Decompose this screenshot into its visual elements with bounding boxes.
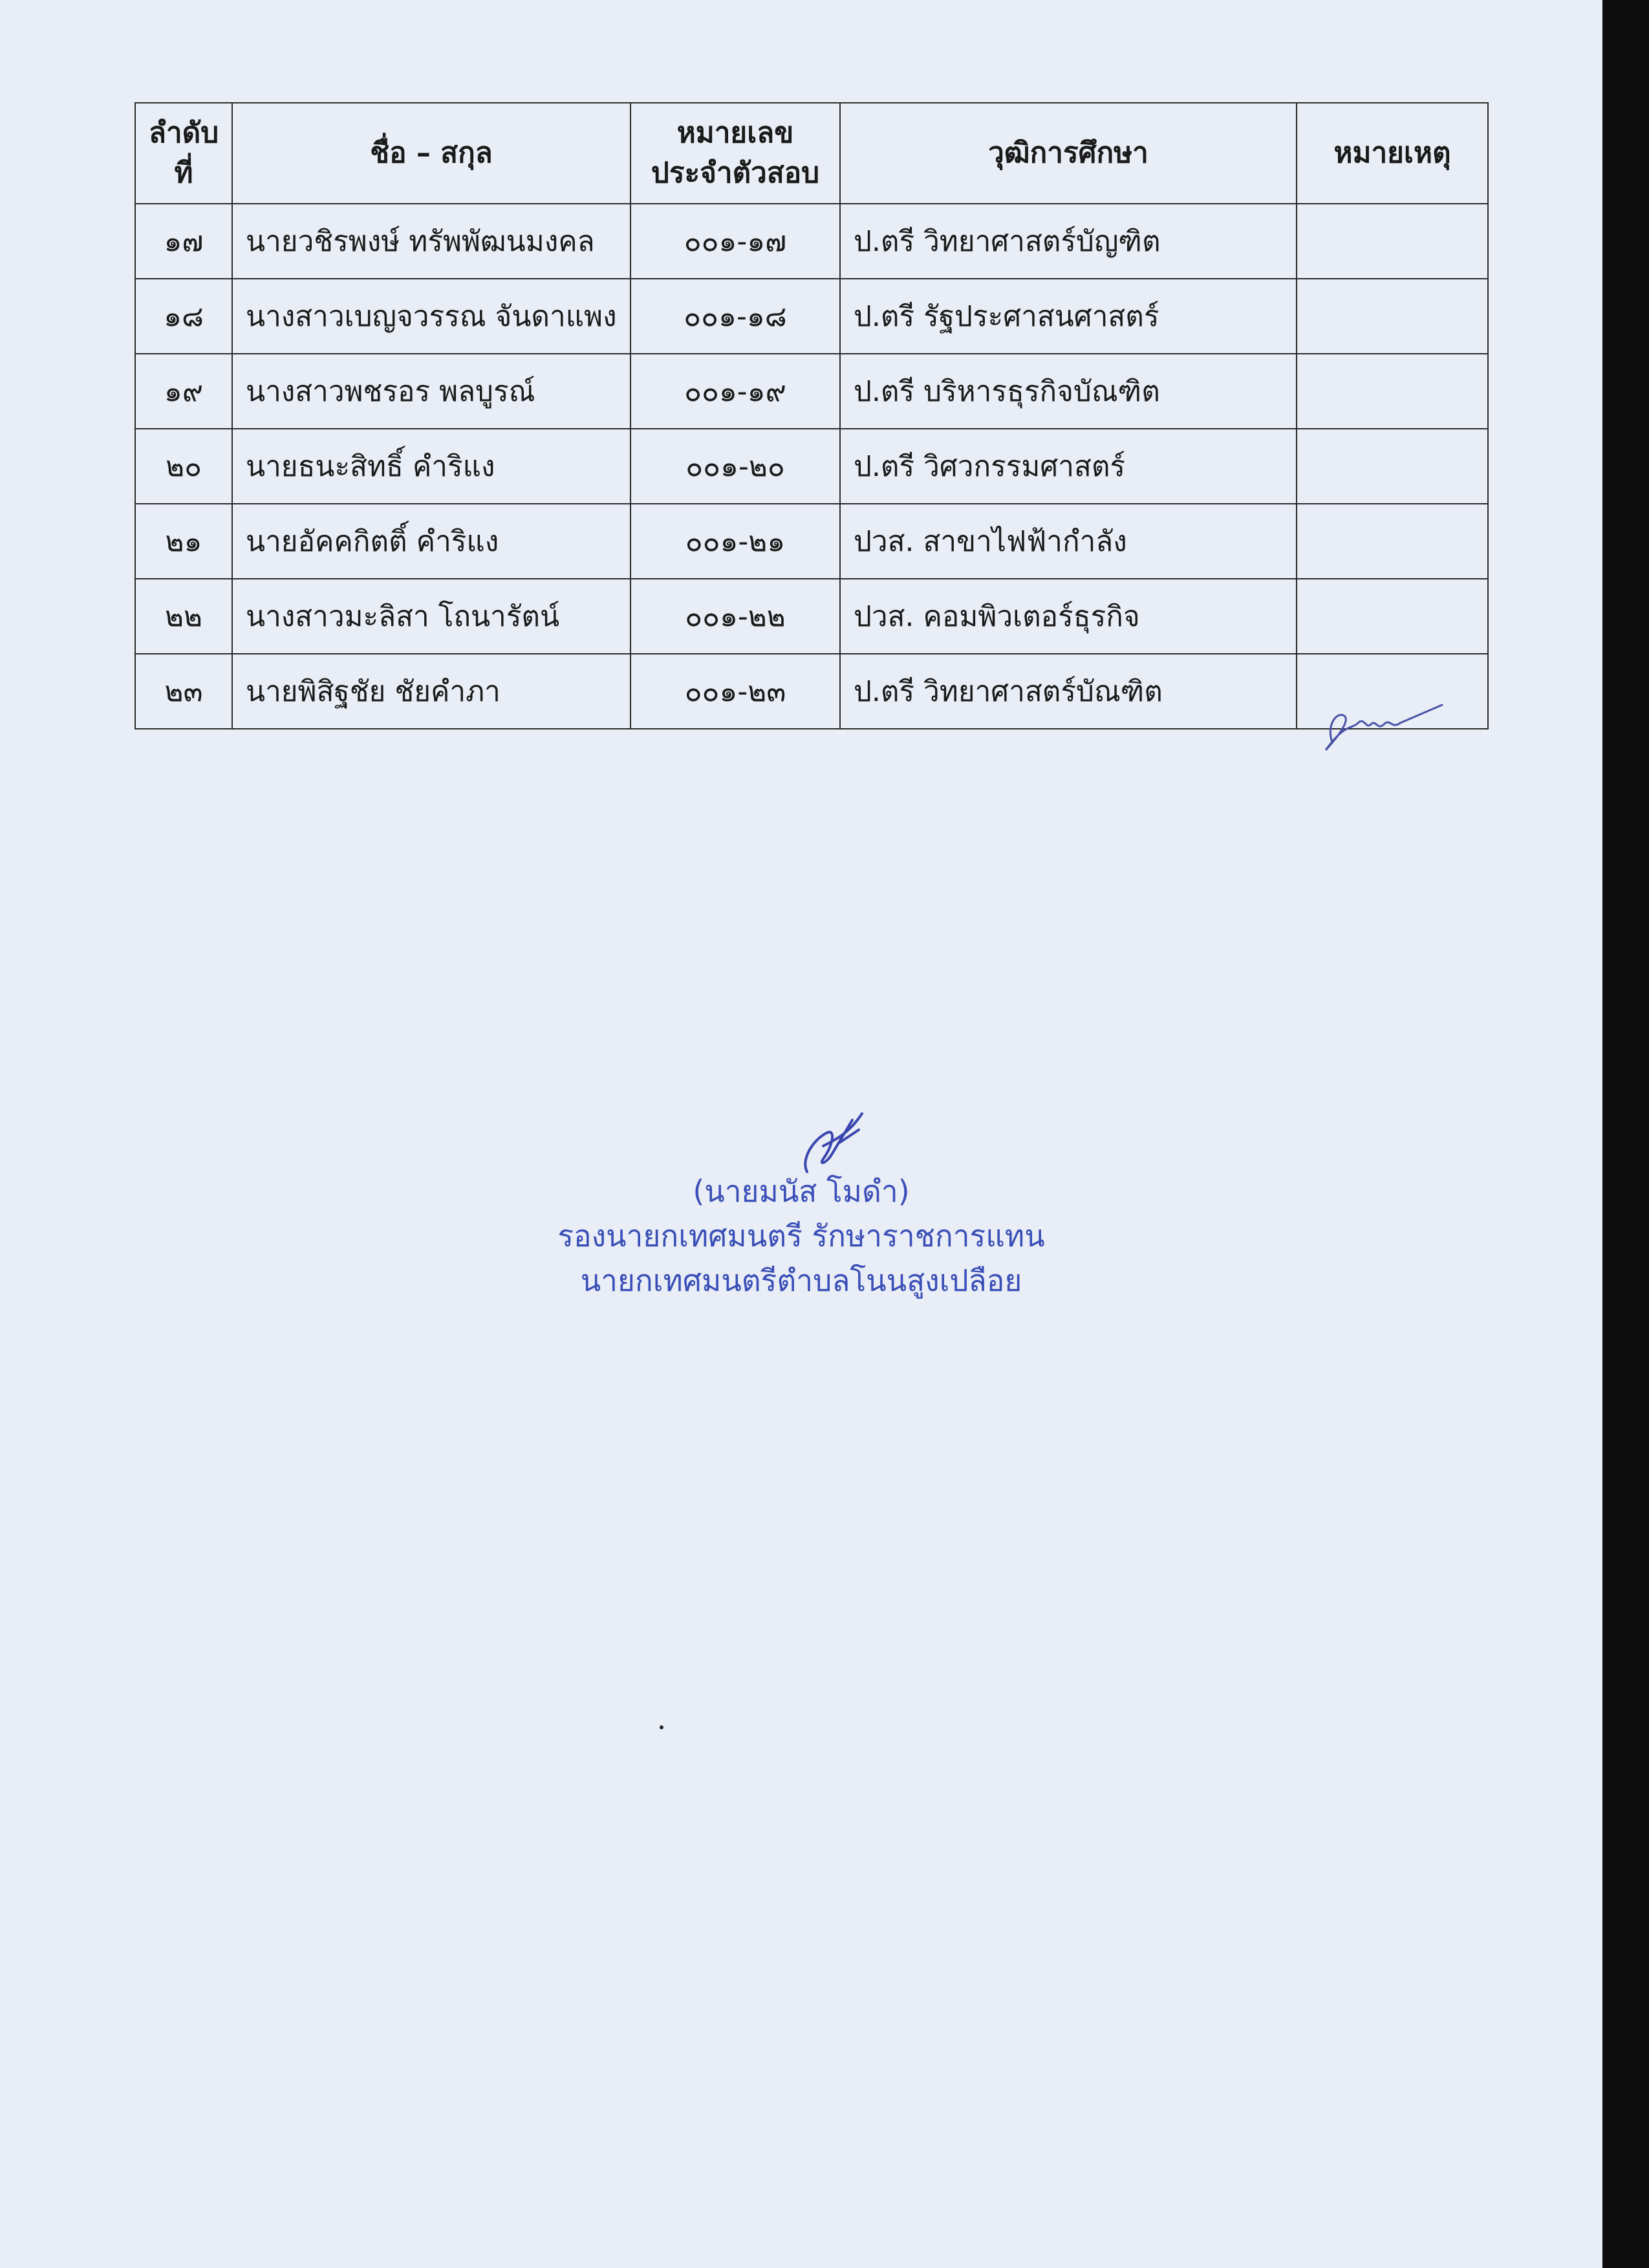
exam-id: ๐๐๑-๑๙ [630,354,840,429]
note [1297,204,1488,279]
education: ป.ตรี รัฐประศาสนศาสตร์ [840,279,1297,354]
education: ป.ตรี วิทยาศาสตร์บัณฑิต [840,654,1297,729]
education: ป.ตรี วิศวกรรมศาสตร์ [840,429,1297,504]
candidate-name: นายพิสิฐชัย ชัยคำภา [232,654,630,729]
note [1297,279,1488,354]
candidate-name: นายธนะสิทธิ์ คำริแง [232,429,630,504]
table-body [135,204,1488,729]
header-note: หมายเหตุ [1297,103,1488,204]
table-row [135,504,1488,579]
row-number: ๒๒ [135,579,232,654]
note [1297,429,1488,504]
table-row [135,279,1488,354]
header-name: ชื่อ – สกุล [232,103,630,204]
exam-id: ๐๐๑-๑๘ [630,279,840,354]
candidate-name: นางสาวมะลิสา โถนารัตน์ [232,579,630,654]
row-number: ๒๐ [135,429,232,504]
table-row [135,579,1488,654]
note [1297,504,1488,579]
table-row [135,354,1488,429]
education: ป.ตรี วิทยาศาสตร์บัญฑิต [840,204,1297,279]
header-education: วุฒิการศึกษา [840,103,1297,204]
row-number: ๑๘ [135,279,232,354]
signer-position-line2: นายกเทศมนตรีตำบลโนนสูงเปลือย [580,1263,1022,1298]
candidate-table [135,102,1489,729]
row-number: ๒๓ [135,654,232,729]
row-number: ๒๑ [135,504,232,579]
education: ปวส. คอมพิวเตอร์ธุรกิจ [840,579,1297,654]
header-exam-id: หมายเลข ประจำตัวสอบ [630,103,840,204]
candidate-name: นายอัคคกิตติ์ คำริแง [232,504,630,579]
initials-signature [1306,697,1449,762]
exam-id: ๐๐๑-๒๐ [630,429,840,504]
table-header-row [135,103,1488,204]
table-row [135,654,1488,729]
note [1297,579,1488,654]
row-number: ๑๙ [135,354,232,429]
exam-id: ๐๐๑-๒๓ [630,654,840,729]
note [1297,354,1488,429]
education: ป.ตรี บริหารธุรกิจบัณฑิต [840,354,1297,429]
row-number: ๑๗ [135,204,232,279]
exam-id: ๐๐๑-๒๑ [630,504,840,579]
table-row [135,429,1488,504]
candidate-name: นางสาวพชรอร พลบูรณ์ [232,354,630,429]
table-row [135,204,1488,279]
header-no: ลำดับ ที่ [135,103,232,204]
scan-border [1602,0,1649,2268]
education: ปวส. สาขาไฟฟ้ากำลัง [840,504,1297,579]
scan-speck [660,1725,663,1729]
candidate-name: นางสาวเบญจวรรณ จันดาแพง [232,279,630,354]
candidate-name: นายวชิรพงษ์ ทรัพพัฒนมงคล [232,204,630,279]
signer-name: (นายมนัส โมดำ) [693,1174,910,1209]
signer-position-line1: รองนายกเทศมนตรี รักษาราชการแทน [557,1218,1045,1253]
exam-id: ๐๐๑-๒๒ [630,579,840,654]
exam-id: ๐๐๑-๑๗ [630,204,840,279]
